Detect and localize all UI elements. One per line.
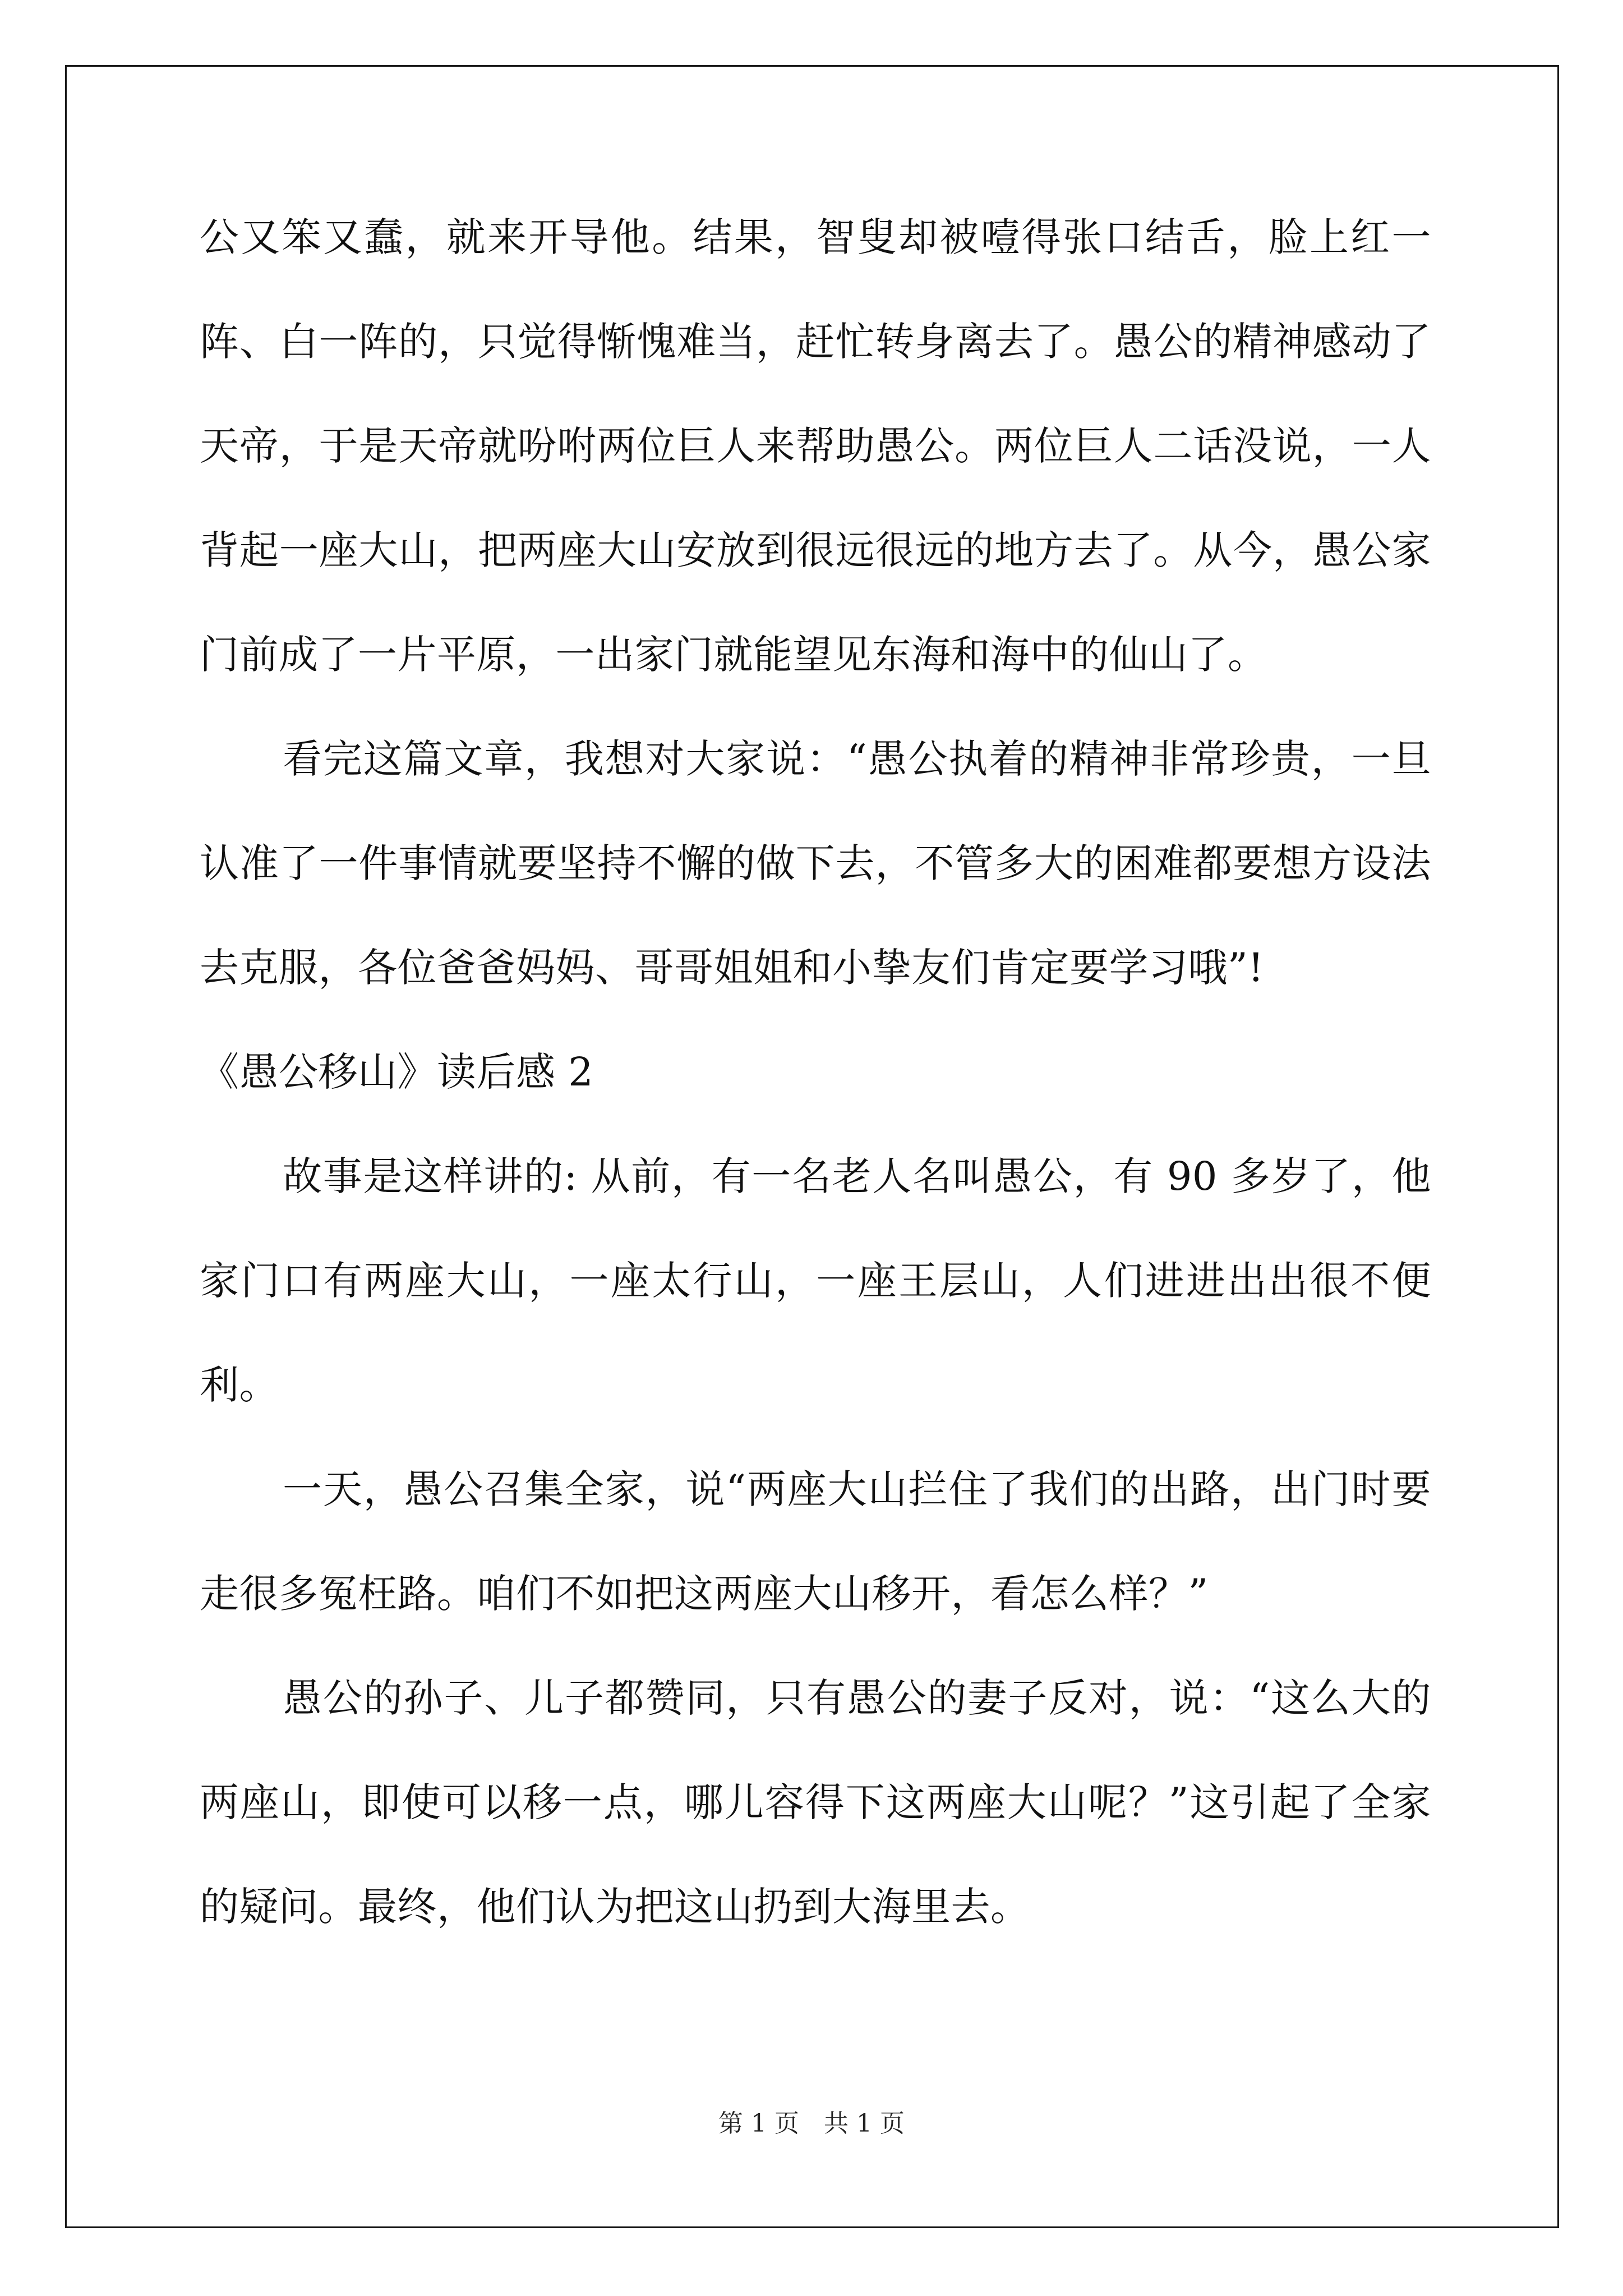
paragraph-story-intro: 故事是这样讲的: 从前，有一名老人名叫愚公，有 90 多岁了，他家门口有两座大山，一座太行山，一座王层山，人们进进出出很不便利。 [200, 1153, 1431, 1408]
paragraph-continuation: 公又笨又蠢，就来开导他。结果，智叟却被噎得张口结舌，脸上红一阵、白一阵的，只觉得惭愧难当，赶忙转身离去了。愚公的精神感动了天帝，于是天帝就吩咐两位巨人来帮助愚公。两位巨人二话没说，一人背起一座大山，把两座大山安放到很远很远的地方去了。从今，愚公家门前成了一片平原，一出家门就能望见东海和海中的仙山了。 [200, 214, 1431, 678]
page-footer: 第 1 页 共 1 页 [718, 2109, 905, 2138]
paragraph-family-meeting: 一天，愚公召集全家，说“两座大山拦住了我们的出路，出门时要走很多冤枉路。咱们不如把这两座大山移开，看怎么样？” [200, 1466, 1431, 1617]
document-body [200, 185, 1431, 1959]
section-heading: 《愚公移山》读后感 2 [200, 1049, 594, 1095]
paragraph-reflection: 看完这篇文章，我想对大家说：“愚公执着的精神非常珍贵，一旦认准了一件事情就要坚持不懈的做下去，不管多大的困难都要想方设法去克服，各位爸爸妈妈、哥哥姐姐和小挚友们肯定要学习哦”! [200, 736, 1431, 991]
paragraph-wife-objection: 愚公的孙子、儿子都赞同，只有愚公的妻子反对，说：“这么大的两座山，即使可以移一点，哪儿容得下这两座大山呢？”这引起了全家的疑问。最终，他们认为把这山扔到大海里去。 [200, 1675, 1431, 1930]
